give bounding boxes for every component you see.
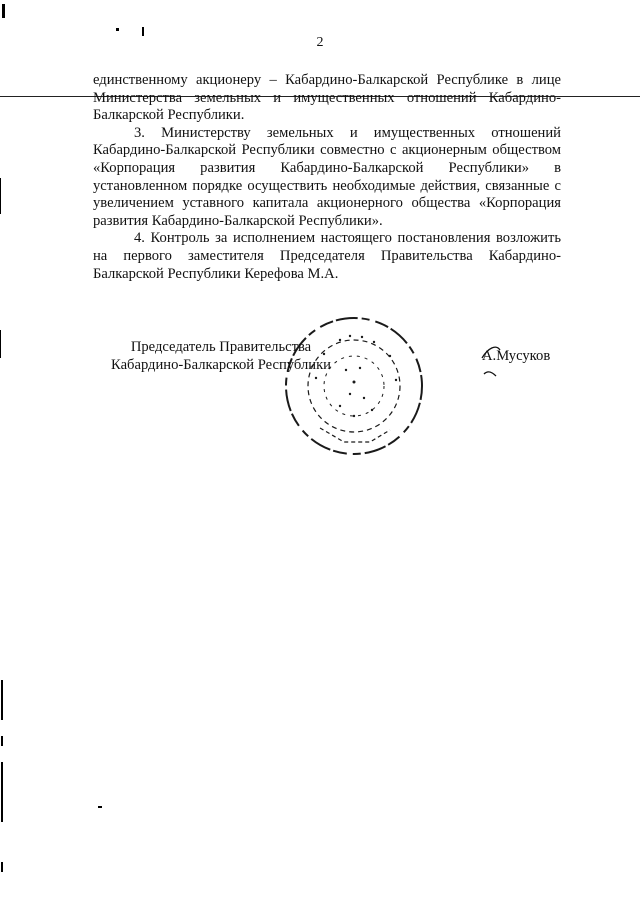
scan-speck <box>116 28 119 31</box>
scan-speck <box>98 806 102 808</box>
document-body <box>93 72 561 283</box>
signatory-position <box>101 339 341 374</box>
paragraph: 3. Министерству земельных и имущественных отношений Кабардино-Балкарской Республики совместно с акционерным обществом «Корпорация развития Кабардино-Балкарской Республики» в установленном порядке осуществить необходимые действия, связанные с увеличением уставного капитала акционерного общества «Корпорация развития Кабардино-Балкарской Республики». <box>93 124 561 229</box>
scan-edge-mark <box>0 330 1 358</box>
paragraph: единственному акционеру – Кабардино-Балкарской Республике в лице Министерства земельных и имущественных отношений Кабардино-Балкарской Республики. <box>93 72 561 124</box>
signatory-name: А.Мусуков <box>482 348 551 364</box>
page-number: 2 <box>316 35 324 50</box>
position-line: Кабардино-Балкарской Республики <box>111 356 331 373</box>
position-line: Председатель Правительства <box>130 339 312 355</box>
official-seal-icon <box>280 310 430 460</box>
paragraph: 4. Контроль за исполнением настоящего постановления возложить на первого заместителя Председателя Правительства Кабардино-Балкарской Республики Керефова М.А. <box>93 230 561 282</box>
scan-edge-mark <box>0 178 1 214</box>
scan-edge-mark <box>1 736 3 746</box>
scan-edge-mark <box>1 762 3 822</box>
scan-edge-mark <box>1 862 3 872</box>
scan-edge-mark <box>2 4 5 18</box>
scan-edge-mark <box>1 680 3 720</box>
